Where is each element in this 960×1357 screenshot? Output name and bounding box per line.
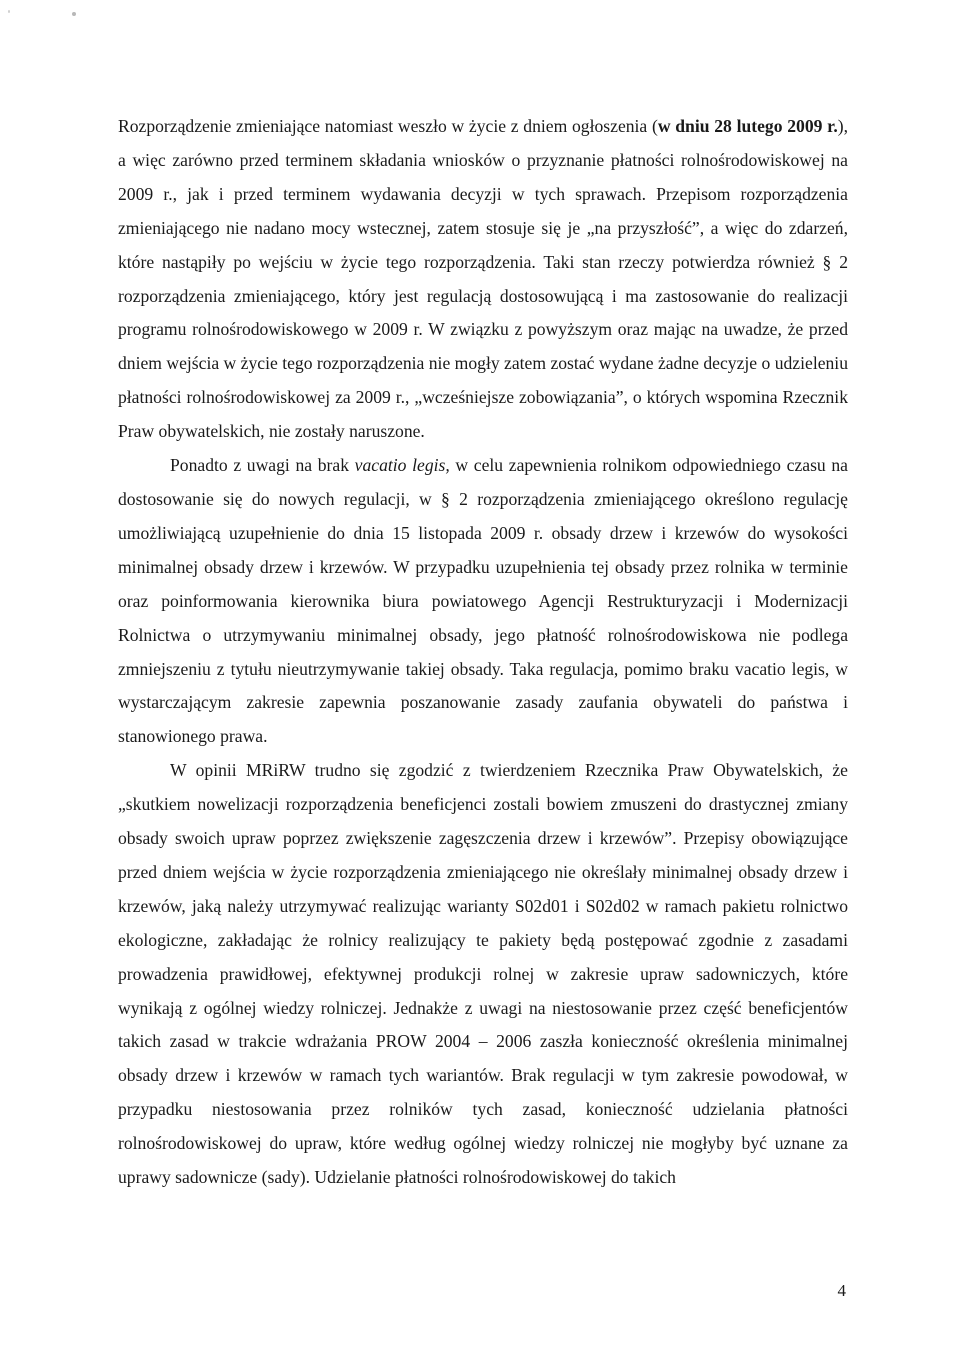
paragraph-p2 <box>118 449 848 754</box>
scan-speck <box>8 10 10 13</box>
paragraph-p3-text: W opinii MRiRW trudno się zgodzić z twierdzeniem Rzecznika Praw Obywatelskich, że „skutkiem nowelizacji rozporządzenia beneficjenci zostali bowiem zmuszeni do drastycznej zmiany obsady swoich upraw poprzez zwiększenie zagęszczenia drzew i krzewów”. Przepisy obowiązujące przed dniem wejścia w życie rozporządzenia zmieniającego nie określały minimalnej obsady drzew i krzewów, jaką należy utrzymywać realizując warianty S02d01 i S02d02 w ramach pakietu rolnictwo ekologiczne, zakładając że rolnicy realizujący te pakiety będą postępować zgodnie z zasadami prowadzenia prawidłowej, efektywnej produkcji rolnej w zakresie upraw sadowniczych, które wynikają z ogólnej wiedzy rolniczej. Jednakże z uwagi na niestosowanie przez część beneficjentów takich zasad w trakcie wdrażania PROW 2004 – 2006 zaszła konieczność określenia minimalnej obsady drzew i krzewów w ramach tych wariantów. Brak regulacji w tym zakresie powodował, w przypadku niestosowania przez rolników tych zasad, konieczność udzielania płatności rolnośrodowiskowej do upraw, które według ogólnej wiedzy rolniczej nie mogłyby być uznane za uprawy sadownicze (sady). Udzielanie płatności rolnośrodowiskowej do takich <box>118 760 848 1188</box>
paragraph-p1-bold-date: w dniu 28 lutego 2009 r. <box>657 116 838 136</box>
paragraph-p1 <box>118 110 848 449</box>
page-number: 4 <box>837 1281 846 1300</box>
document-body <box>118 110 848 1195</box>
paragraph-p2-italic-term: vacatio legis, <box>354 455 450 476</box>
paragraph-p2-text: Ponadto z uwagi na brak <box>170 455 355 476</box>
paragraph-p1-text-continued: ), a więc zarówno przed terminem składania wniosków o przyznanie płatności rolnośrodowiskowej na 2009 r., jak i przed terminem wydawania decyzji w tych sprawach. Przepisom rozporządzenia zmieniającego nie nadano mocy wstecznej, zatem stosuje się je „na przyszłość”, a więc do zdarzeń, które nastąpiły po wejściu w życie tego rozporządzenia. Taki stan rzeczy potwierdza również § 2 rozporządzenia zmieniającego, który jest regulacją dostosowującą i ma zastosowanie do realizacji programu rolnośrodowiskowego w 2009 r. W związku z powyższym oraz mając na uwadze, że przed dniem wejścia w życie tego rozporządzenia nie mogły zatem zostać wydane żadne decyzje o udzieleniu płatności rolnośrodowiskowej za 2009 r., „wcześniejsze zobowiązania”, o których wspomina Rzecznik Praw obywatelskich, nie zostały naruszone. <box>118 116 849 442</box>
paragraph-p3 <box>118 754 848 1195</box>
scan-speck <box>72 12 76 16</box>
paragraph-p2-text-continued: w celu zapewnienia rolnikom odpowiedniego czasu na dostosowanie się do nowych regulacji, w § 2 rozporządzenia zmieniającego określono regulację umożliwiającą uzupełnienie do dnia 15 listopada 2009 r. obsady drzew i krzewów do wysokości minimalnej obsady drzew i krzewów. W przypadku uzupełnienia tej obsady przez rolnika w terminie oraz poinformowania kierownika biura powiatowego Agencji Restrukturyzacji i Modernizacji Rolnictwa o utrzymywaniu minimalnej obsady, jego płatność rolnośrodowiskowa nie podlega zmniejszeniu z tytułu nieutrzymywanie takiej obsady. Taka regulacja, pomimo braku vacatio legis, w wystarczającym zakresie zapewnia poszanowanie zasady zaufania obywateli do państwa i stanowionego prawa. <box>118 455 848 747</box>
paragraph-p1-text: Rozporządzenie zmieniające natomiast weszło w życie z dniem ogłoszenia ( <box>118 116 658 136</box>
